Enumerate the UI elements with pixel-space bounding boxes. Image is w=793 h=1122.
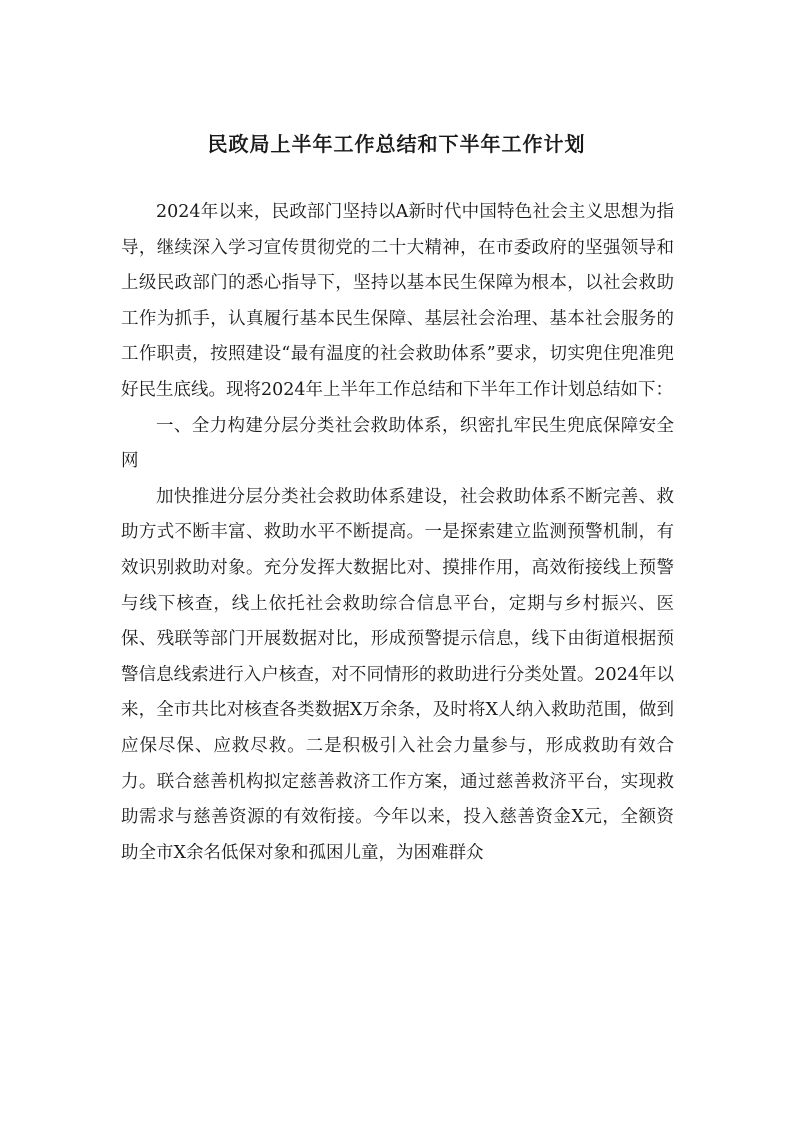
document-title: 民政局上半年工作总结和下半年工作计划	[207, 132, 586, 156]
section-1-paragraph: 加快推进分层分类社会救助体系建设，社会救助体系不断完善、救助方式不断丰富、救助水平不断提高。一是探索建立监测预警机制，有效识别救助对象。充分发挥大数据比对、摸排作用，高效衔接线上预警与线下核查，线上依托社会救助综合信息平台，定期与乡村振兴、医保、残联等部门开展数据对比，形成预警提示信息，线下由街道根据预警信息线索进行入户核查，对不同情形的救助进行分类处置。2024年以来，全市共比对核查各类数据X万余条，及时将X人纳入救助范围，做到应保尽保、应救尽救。二是积极引入社会力量参与，形成救助有效合力。联合慈善机构拟定慈善救济工作方案，通过慈善救济平台，实现救助需求与慈善资源的有效衔接。今年以来，投入慈善资金X元，全额资助全市X余名低保对象和孤困儿童，为困难群众	[121, 486, 674, 863]
intro-paragraph: 2024年以来，民政部门坚持以A新时代中国特色社会主义思想为指导，继续深入学习宣传贯彻党的二十大精神，在市委政府的坚强领导和上级民政部门的悉心指导下，坚持以基本民生保障为根本，以社会救助工作为抓手，认真履行基本民生保障、基层社会治理、基本社会服务的工作职责，按照建设“最有温度的社会救助体系”要求，切实兜住兜准兜好民生底线。现将2024年上半年工作总结和下半年工作计划总结如下：	[121, 202, 674, 400]
section-heading-1: 一、全力构建分层分类社会救助体系，织密扎牢民生兜底保障安全网	[121, 415, 674, 472]
document-body	[121, 195, 674, 871]
